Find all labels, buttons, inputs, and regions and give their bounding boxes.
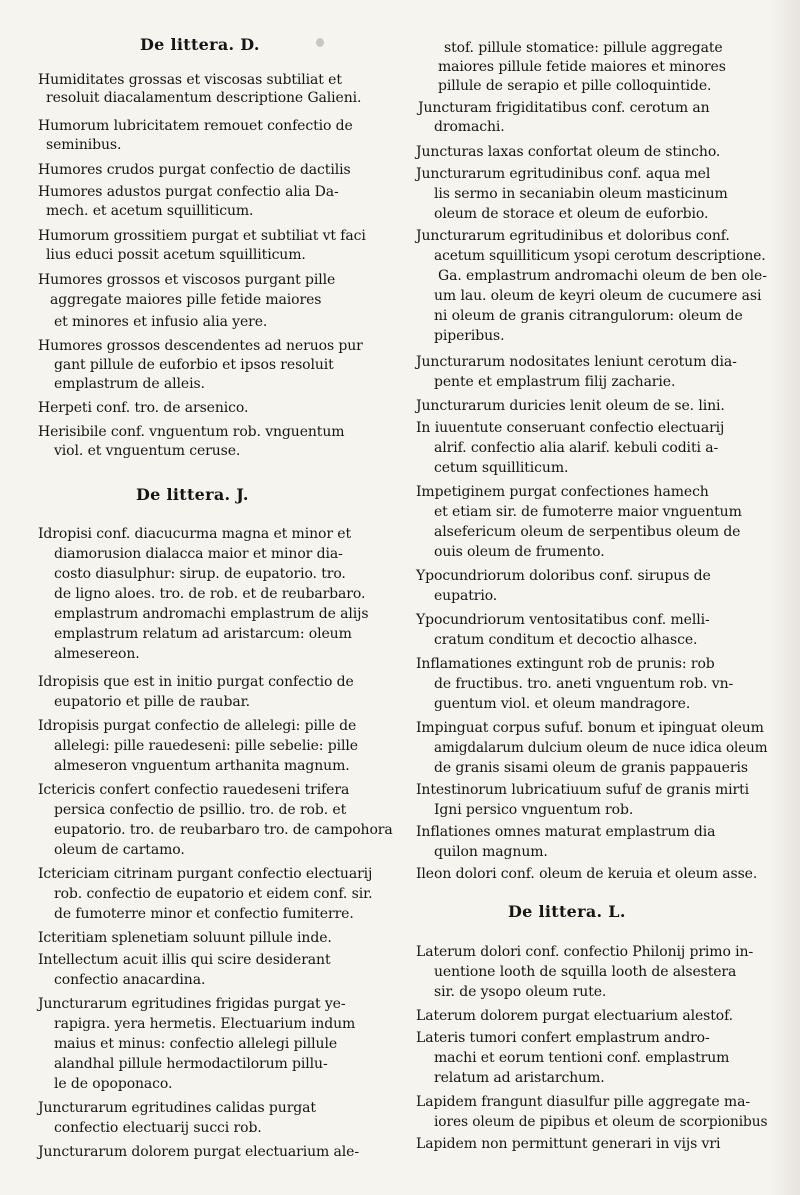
text-line: Herpeti conf. tro. de arsenico. (38, 400, 249, 416)
text-line: alsefericum oleum de serpentibus oleum de (434, 524, 741, 540)
text-line: Juncturarum egritudinibus conf. aqua mel (416, 166, 711, 182)
text-line: sir. de ysopo oleum rute. (434, 984, 607, 1000)
text-line: Juncturarum egritudines frigidas purgat ye- (38, 996, 346, 1012)
text-line: et minores et infusio alia yere. (54, 314, 268, 330)
text-line: quilon magnum. (434, 844, 548, 860)
text-line: um lau. oleum de keyri oleum de cucumere asi (434, 288, 762, 304)
text-line: alrif. confectio alia alarif. kebuli coditi a- (434, 440, 719, 456)
text-line: uentione looth de squilla looth de alsestera (434, 964, 737, 980)
text-line: eupatrio. (434, 588, 498, 604)
text-line: Laterum dolorem purgat electuarium alestof. (416, 1008, 734, 1024)
text-line: pente et emplastrum filij zacharie. (434, 374, 676, 390)
text-line: emplastrum de alleis. (54, 376, 205, 392)
text-line: emplastrum relatum ad aristarcum: oleum (54, 626, 352, 642)
text-line: de fumoterre minor et confectio fumiterre. (54, 906, 354, 922)
text-line: ouis oleum de frumento. (434, 544, 605, 560)
text-line: Ga. emplastrum andromachi oleum de ben ole- (438, 268, 767, 284)
text-line: Impetiginem purgat confectiones hamech (416, 484, 709, 500)
text-line: amigdalarum dulcium oleum de nuce idica oleum (434, 740, 768, 756)
text-line: guentum viol. et oleum mandragore. (434, 696, 691, 712)
text-line: rob. confectio de eupatorio et eidem conf. sir. (54, 886, 373, 902)
text-line: de fructibus. tro. aneti vnguentum rob. vn- (434, 676, 734, 692)
text-line: lius educi possit acetum squilliticum. (46, 247, 306, 263)
text-line: Idropisi conf. diacucurma magna et minor et (38, 526, 352, 542)
page-edge-shadow (770, 0, 800, 1195)
text-line: stof. pillule stomatice: pillule aggregate (444, 40, 723, 56)
text-line: oleum de cartamo. (54, 842, 185, 858)
text-line: Humorum grossitiem purgat et subtiliat vt faci (38, 228, 366, 244)
text-line: de granis sisami oleum de granis pappaueris (434, 760, 748, 776)
text-line: Laterum dolori conf. confectio Philonij primo in- (416, 944, 754, 960)
text-line: viol. et vnguentum ceruse. (54, 443, 241, 459)
text-line: acetum squilliticum ysopi cerotum descriptione. (434, 248, 766, 264)
text-line: Inflamationes extingunt rob de prunis: rob (416, 656, 715, 672)
text-line: alandhal pillule hermodactilorum pillu- (54, 1056, 328, 1072)
text-line: Juncturarum egritudinibus et doloribus conf. (416, 228, 730, 244)
text-line: cetum squilliticum. (434, 460, 569, 476)
text-line: resoluit diacalamentum descriptione Galieni. (46, 90, 362, 106)
text-line: Humores grossos descendentes ad neruos pur (38, 338, 363, 354)
text-line: rapigra. yera hermetis. Electuarium indum (54, 1016, 356, 1032)
text-line: Juncturarum nodositates leniunt cerotum dia- (416, 354, 737, 370)
text-line: seminibus. (46, 137, 122, 153)
text-line: Icteritiam splenetiam soluunt pillule inde. (38, 930, 332, 946)
text-line: Humorum lubricitatem remouet confectio de (38, 118, 353, 134)
text-line: allelegi: pille rauedeseni: pille sebelie: pille (54, 738, 358, 754)
text-line: oleum de storace et oleum de euforbio. (434, 206, 709, 222)
text-line: Lapidem non permittunt generari in vijs vri (416, 1136, 721, 1152)
text-line: Ictericiam citrinam purgant confectio electuarij (38, 866, 373, 882)
text-line: et etiam sir. de fumoterre maior vnguentum (434, 504, 742, 520)
text-line: aggregate maiores pille fetide maiores (50, 292, 322, 308)
text-line: Lapidem frangunt diasulfur pille aggregate ma- (416, 1094, 750, 1110)
text-line: eupatorio et pille de raubar. (54, 694, 250, 710)
text-line: Ypocundriorum doloribus conf. sirupus de (416, 568, 711, 584)
text-line: lis sermo in secaniabin oleum masticinum (434, 186, 728, 202)
text-line: costo diasulphur: sirup. de eupatorio. tro. (54, 566, 346, 582)
text-line: Inflationes omnes maturat emplastrum dia (416, 824, 716, 840)
ink-smudge (316, 38, 324, 47)
text-line: Juncturam frigiditatibus conf. cerotum an (418, 100, 710, 116)
text-line: confectio electuarij succi rob. (54, 1120, 262, 1136)
text-line: Idropisis que est in initio purgat confectio de (38, 674, 354, 690)
heading-littera-i: De littera. J. (136, 485, 249, 504)
text-line: persica confectio de psillio. tro. de rob. et (54, 802, 347, 818)
text-line: In iuuentute conseruant confectio electuarij (416, 420, 725, 436)
text-line: Lateris tumori confert emplastrum andro- (416, 1030, 710, 1046)
text-line: pillule de serapio et pille colloquintide. (438, 78, 712, 94)
text-line: le de opoponaco. (54, 1076, 173, 1092)
text-line: Intellectum acuit illis qui scire desiderant (38, 952, 331, 968)
text-line: diamorusion dialacca maior et minor dia- (54, 546, 343, 562)
text-line: maiores pillule fetide maiores et minores (438, 59, 726, 75)
text-line: mech. et acetum squilliticum. (46, 203, 254, 219)
text-line: Impinguat corpus sufuf. bonum et ipinguat oleum (416, 720, 764, 736)
text-line: Idropisis purgat confectio de allelegi: pille de (38, 718, 357, 734)
text-line: Intestinorum lubricatiuum sufuf de granis mirti (416, 782, 750, 798)
text-line: Humores adustos purgat confectio alia Da- (38, 184, 339, 200)
text-line: dromachi. (434, 119, 505, 135)
text-line: Igni persico vnguentum rob. (434, 802, 634, 818)
text-line: Juncturas laxas confortat oleum de stincho. (416, 144, 721, 160)
text-line: Juncturarum dolorem purgat electuarium ale- (38, 1144, 359, 1160)
text-line: Ileon dolori conf. oleum de keruia et oleum asse. (416, 866, 758, 882)
text-line: Juncturarum egritudines calidas purgat (38, 1100, 316, 1116)
text-line: iores oleum de pipibus et oleum de scorpionibus (434, 1114, 768, 1130)
text-line: Humores grossos et viscosos purgant pille (38, 272, 336, 288)
text-line: ni oleum de granis citrangulorum: oleum de (434, 308, 743, 324)
text-line: emplastrum andromachi emplastrum de alijs (54, 606, 369, 622)
text-line: piperibus. (434, 328, 505, 344)
text-line: Ictericis confert confectio rauedeseni trifera (38, 782, 350, 798)
text-line: gant pillule de euforbio et ipsos resoluit (54, 357, 334, 373)
text-line: maius et minus: confectio allelegi pillule (54, 1036, 338, 1052)
heading-littera-l: De littera. L. (508, 902, 626, 921)
text-line: confectio anacardina. (54, 972, 206, 988)
text-line: eupatorio. tro. de reubarbaro tro. de campohora (54, 822, 393, 838)
heading-littera-d: De littera. D. (140, 35, 260, 54)
text-line: machi et eorum tentioni conf. emplastrum (434, 1050, 730, 1066)
text-line: relatum ad aristarchum. (434, 1070, 605, 1086)
text-line: Humiditates grossas et viscosas subtiliat et (38, 72, 342, 88)
text-line: Ypocundriorum ventositatibus conf. melli- (416, 612, 710, 628)
text-line: almesereon. (54, 646, 140, 662)
text-line: Herisibile conf. vnguentum rob. vnguentum (38, 424, 345, 440)
text-line: almeseron vnguentum arthanita magnum. (54, 758, 350, 774)
text-line: de ligno aloes. tro. de rob. et de reubarbaro. (54, 586, 366, 602)
text-line: Juncturarum duricies lenit oleum de se. lini. (416, 398, 725, 414)
text-line: cratum conditum et decoctio alhasce. (434, 632, 698, 648)
text-line: Humores crudos purgat confectio de dactilis (38, 162, 351, 178)
